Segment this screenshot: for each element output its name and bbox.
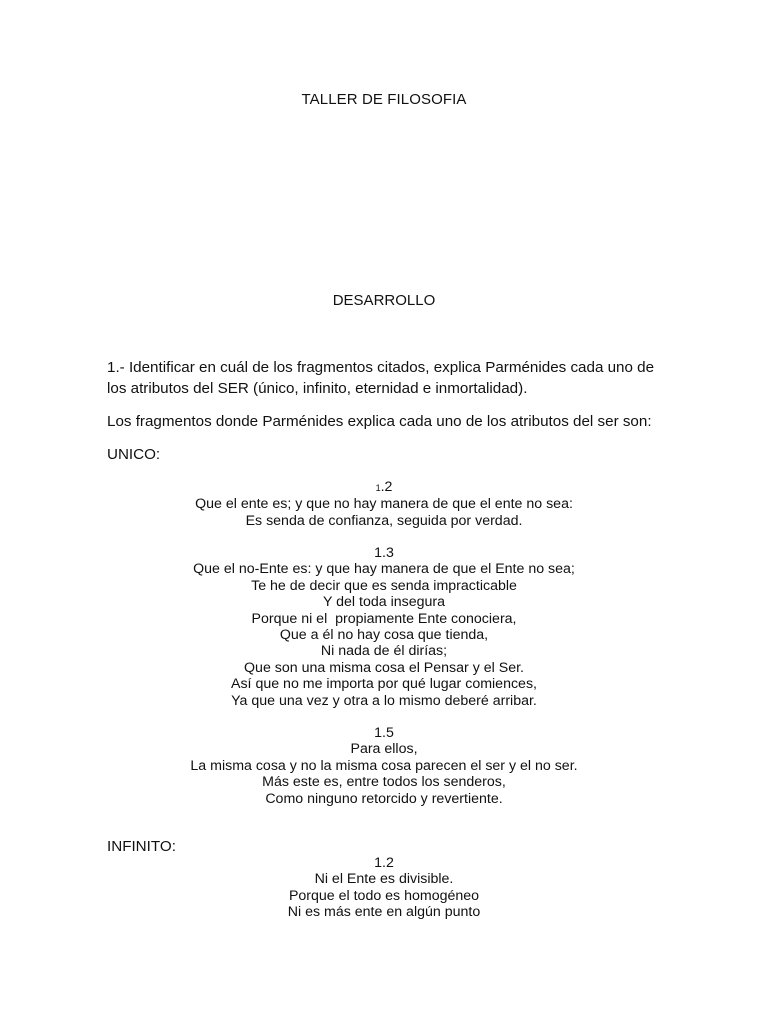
fragment-number: 1.3 — [374, 545, 394, 561]
fragment-line: Para ellos, — [350, 741, 418, 758]
fragment-line: Es senda de confianza, seguida por verdad. — [245, 512, 523, 529]
fragment-number-rest: .2 — [380, 479, 393, 495]
fragment-line: Que a él no hay cosa que tienda, — [279, 627, 489, 644]
fragment-number — [0, 479, 768, 496]
fragment-number-lead: 1 — [375, 483, 381, 493]
heading-infinito: INFINITO: — [107, 838, 176, 855]
fragment-line: Porque el todo es homogéneo — [288, 887, 480, 904]
question-1: 1.- Identificar en cuál de los fragmentos citados, explica Parménides cada uno de los atributos del SER (único, infinito, eternidad e inmortalidad). — [107, 359, 655, 397]
fragment-line: Te he de decir que es senda impracticable — [251, 577, 517, 594]
fragment-infinito-1-2 — [0, 855, 768, 921]
fragment-unico-1-2 — [0, 479, 768, 529]
fragment-line: Como ninguno retorcido y revertiente. — [265, 790, 503, 807]
heading-unico: UNICO: — [107, 446, 161, 463]
fragment-line: Que el no-Ente es: y que hay manera de que el Ente no sea; — [193, 561, 575, 578]
fragment-line: Ni el Ente es divisible. — [314, 871, 454, 888]
fragment-line: Más este es, entre todos los senderos, — [262, 774, 506, 791]
fragment-line: Así que no me importa por qué lugar comiences, — [231, 676, 537, 693]
fragment-line: Que el ente es; y que no hay manera de que el ente no sea: — [195, 496, 573, 513]
fragment-line: Ni nada de él dirías; — [320, 643, 448, 660]
fragment-line: Que son una misma cosa el Pensar y el Ser. — [244, 659, 524, 676]
fragment-line: Y del toda insegura — [323, 594, 445, 611]
section-title: DESARROLLO — [332, 292, 436, 309]
fragment-line: Ni es más ente en algún punto — [287, 904, 481, 921]
document-title: TALLER DE FILOSOFIA — [301, 91, 467, 108]
fragment-unico-1-5 — [0, 725, 768, 807]
fragment-line: Ya que una vez y otra a lo mismo deberé arribar. — [231, 692, 537, 709]
fragment-unico-1-3 — [0, 545, 768, 709]
intro-paragraph: Los fragmentos donde Parménides explica cada uno de los atributos del ser son: — [107, 413, 652, 430]
fragment-line: La misma cosa y no la misma cosa parecen el ser y el no ser. — [190, 757, 578, 774]
fragment-number: 1.2 — [374, 855, 394, 871]
fragment-number: 1.5 — [374, 725, 394, 741]
fragment-line: Porque ni el propiamente Ente conociera, — [251, 610, 517, 627]
